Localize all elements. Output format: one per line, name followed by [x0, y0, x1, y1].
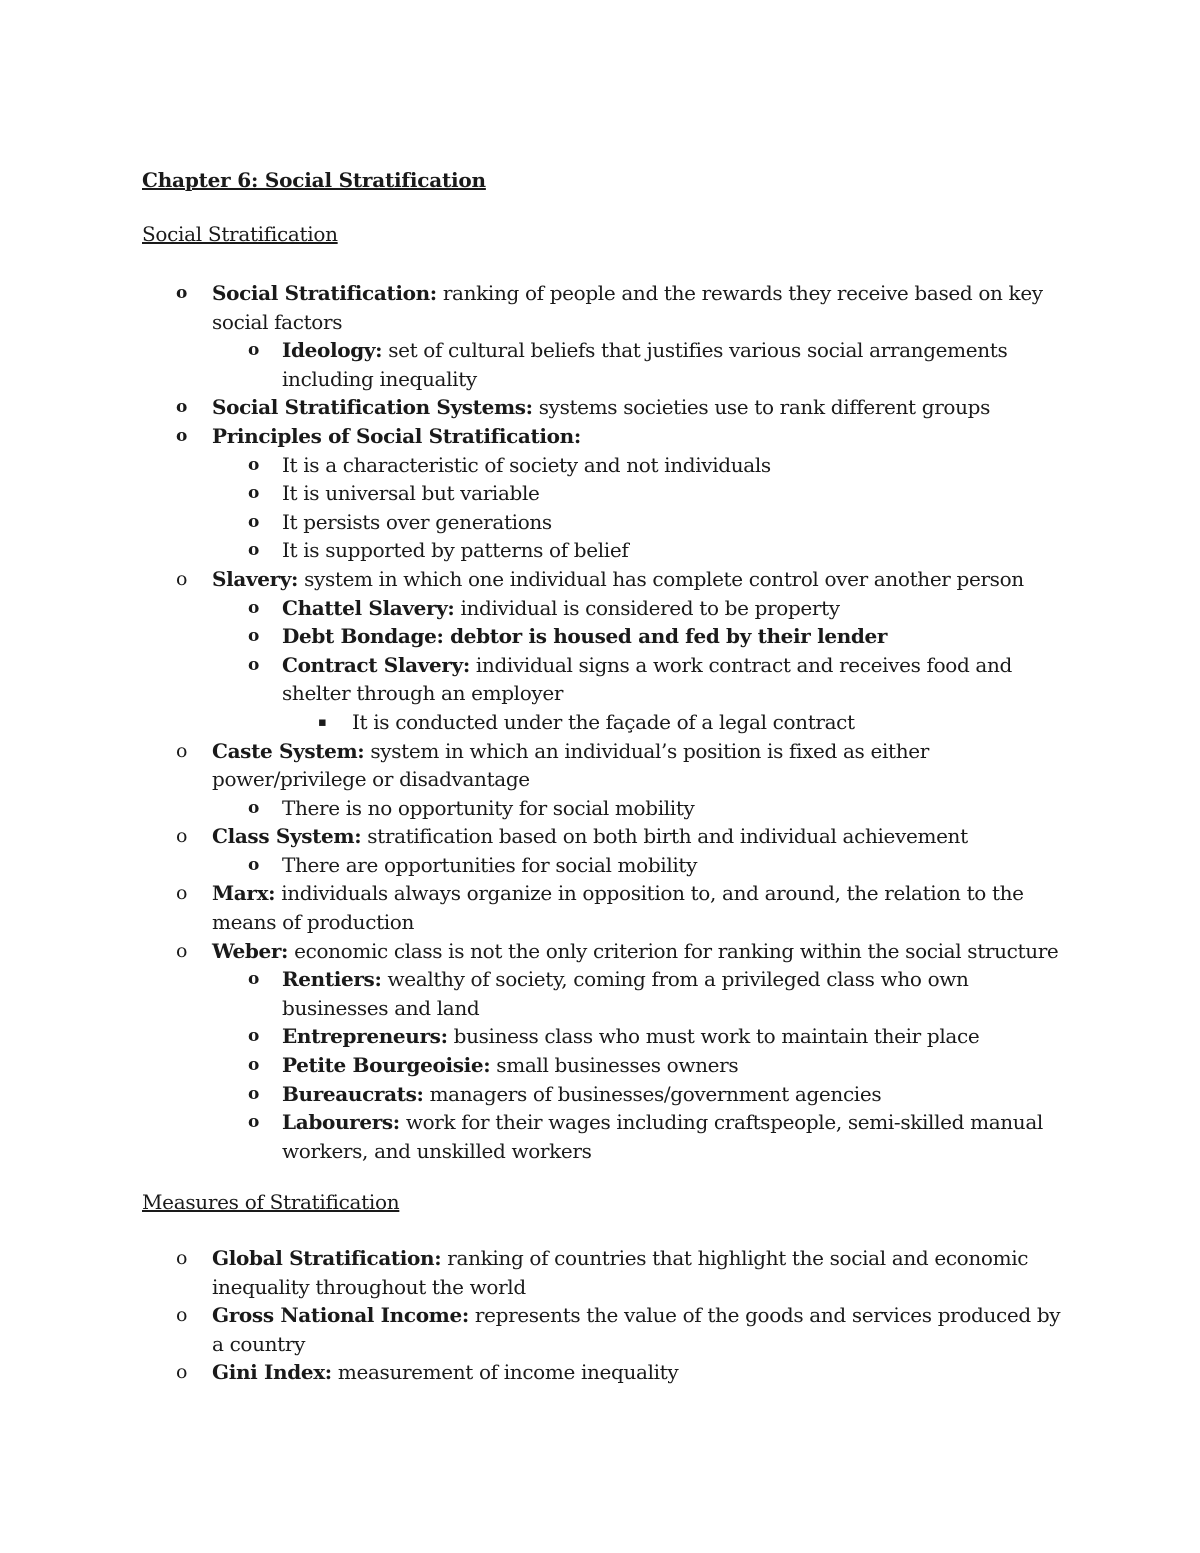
- term-definition: individuals always organize in opposition to, and around, the relation to the means of production: [212, 881, 1024, 935]
- term-label: Entrepreneurs:: [282, 1024, 448, 1049]
- item-text: It is universal but variable: [282, 481, 540, 506]
- term-definition: systems societies use to rank different groups: [532, 395, 991, 420]
- list-item: [0, 879, 1067, 936]
- hollow-bullet-icon: o: [248, 1026, 259, 1047]
- list-item: [0, 279, 1067, 336]
- term-label: Principles of Social Stratification:: [212, 423, 581, 448]
- term-definition: measurement of income inequality: [331, 1360, 679, 1385]
- term-definition: set of cultural beliefs that justifies various social arrangements including inequality: [282, 338, 1008, 391]
- section-heading-measures-of-stratification: Measures of Stratification: [142, 1190, 400, 1214]
- item-text: It is supported by patterns of belief: [282, 538, 629, 563]
- list-item: [0, 794, 1067, 823]
- term-label: Class System:: [212, 824, 362, 849]
- social-stratification-list: [0, 279, 1200, 1165]
- list-item: [0, 422, 1067, 451]
- hollow-bullet-icon: o: [248, 1083, 259, 1104]
- term-label: Social Stratification Systems:: [212, 395, 533, 420]
- hollow-bullet-icon: o: [176, 882, 188, 905]
- section-heading-social-stratification: Social Stratification: [142, 222, 338, 246]
- hollow-bullet-icon: o: [248, 654, 259, 675]
- term-label: Chattel Slavery:: [282, 595, 455, 620]
- term-definition: ranking of people and the rewards they receive based on key social factors: [212, 281, 1043, 334]
- term-label: Gross National Income:: [212, 1303, 469, 1328]
- list-item: [0, 393, 1067, 422]
- hollow-bullet-icon: o: [176, 1304, 188, 1327]
- hollow-bullet-icon: o: [176, 425, 187, 446]
- hollow-bullet-icon: o: [176, 825, 188, 848]
- term-definition: individual signs a work contract and receives food and shelter through an employer: [282, 652, 1012, 706]
- hollow-bullet-icon: o: [248, 540, 259, 561]
- list-item: [0, 1022, 1067, 1051]
- term-label: Ideology:: [282, 338, 383, 363]
- list-item: [0, 1244, 1067, 1301]
- item-text: There is no opportunity for social mobility: [282, 795, 695, 820]
- hollow-bullet-icon: o: [176, 567, 188, 590]
- hollow-bullet-icon: o: [248, 969, 259, 990]
- list-item: [0, 336, 1067, 393]
- list-item: [0, 737, 1067, 794]
- term-label: Social Stratification:: [212, 281, 437, 305]
- term-definition: debtor is housed and fed by their lender: [443, 624, 888, 649]
- list-item: [0, 451, 1067, 480]
- list-item: [0, 1051, 1067, 1080]
- measures-of-stratification-list: [0, 1244, 1200, 1387]
- term-definition: individual is considered to be property: [454, 595, 840, 620]
- term-definition: small businesses owners: [490, 1053, 739, 1078]
- term-label: Labourers:: [282, 1110, 400, 1135]
- list-item: [0, 708, 1067, 737]
- term-definition: business class who must work to maintain their place: [447, 1024, 980, 1049]
- hollow-bullet-icon: o: [176, 939, 188, 962]
- list-item: [0, 479, 1067, 508]
- list-item: [0, 965, 1067, 1022]
- hollow-bullet-icon: o: [248, 511, 259, 532]
- list-item: [0, 594, 1067, 623]
- list-item: [0, 822, 1067, 851]
- list-item: [0, 565, 1067, 594]
- item-text: It persists over generations: [282, 509, 552, 534]
- term-definition: system in which an individual’s position is fixed as either power/privilege or disadvantage: [212, 738, 929, 792]
- list-item: [0, 536, 1067, 565]
- hollow-bullet-icon: o: [248, 854, 259, 875]
- hollow-bullet-icon: o: [176, 739, 188, 762]
- list-item: [0, 508, 1067, 537]
- term-definition: wealthy of society, coming from a privileged class who own businesses and land: [282, 967, 969, 1020]
- term-definition: stratification based on both birth and individual achievement: [361, 824, 968, 849]
- list-item: [0, 1080, 1067, 1109]
- term-label: Global Stratification:: [212, 1246, 442, 1270]
- term-definition: system in which one individual has complete control over another person: [298, 566, 1024, 591]
- hollow-bullet-icon: o: [176, 1361, 188, 1384]
- term-definition: ranking of countries that highlight the social and economic inequality throughout the world: [212, 1246, 1029, 1299]
- item-text: It is a characteristic of society and not individuals: [282, 452, 771, 477]
- hollow-bullet-icon: o: [248, 1055, 259, 1076]
- list-item: [0, 1108, 1067, 1165]
- hollow-bullet-icon: o: [248, 597, 259, 618]
- term-label: Rentiers:: [282, 967, 382, 992]
- list-item: [0, 622, 1067, 651]
- term-definition: represents the value of the goods and services produced by a country: [212, 1303, 1061, 1356]
- hollow-bullet-icon: o: [248, 626, 259, 647]
- hollow-bullet-icon: o: [176, 283, 187, 303]
- list-item: [0, 651, 1067, 708]
- term-label: Gini Index:: [212, 1360, 332, 1385]
- hollow-bullet-icon: o: [248, 797, 259, 818]
- term-label: Contract Slavery:: [282, 652, 470, 677]
- term-label: Debt Bondage:: [282, 624, 444, 649]
- term-label: Slavery:: [212, 566, 299, 591]
- term-label: Caste System:: [212, 738, 365, 763]
- term-label: Weber:: [212, 938, 289, 963]
- list-item: [0, 1301, 1067, 1358]
- term-definition: managers of businesses/government agencies: [423, 1081, 882, 1106]
- item-text: There are opportunities for social mobility: [282, 852, 698, 877]
- hollow-bullet-icon: o: [248, 454, 259, 475]
- list-item: [0, 1358, 1067, 1387]
- hollow-bullet-icon: o: [176, 397, 187, 418]
- term-definition: economic class is not the only criterion for ranking within the social structure: [288, 938, 1059, 963]
- item-text: It is conducted under the façade of a legal contract: [352, 709, 855, 734]
- term-label: Petite Bourgeoisie:: [282, 1053, 491, 1078]
- hollow-bullet-icon: o: [248, 1112, 259, 1133]
- square-bullet-icon: ▪: [318, 714, 327, 730]
- term-definition: work for their wages including craftspeople, semi-skilled manual workers, and unskilled workers: [282, 1110, 1043, 1163]
- term-label: Bureaucrats:: [282, 1081, 424, 1106]
- list-item: [0, 851, 1067, 880]
- list-item: [0, 937, 1067, 966]
- hollow-bullet-icon: o: [248, 340, 259, 361]
- chapter-title: Chapter 6: Social Stratification: [142, 168, 486, 192]
- term-label: Marx:: [212, 881, 276, 906]
- hollow-bullet-icon: o: [248, 483, 259, 504]
- hollow-bullet-icon: o: [176, 1247, 188, 1269]
